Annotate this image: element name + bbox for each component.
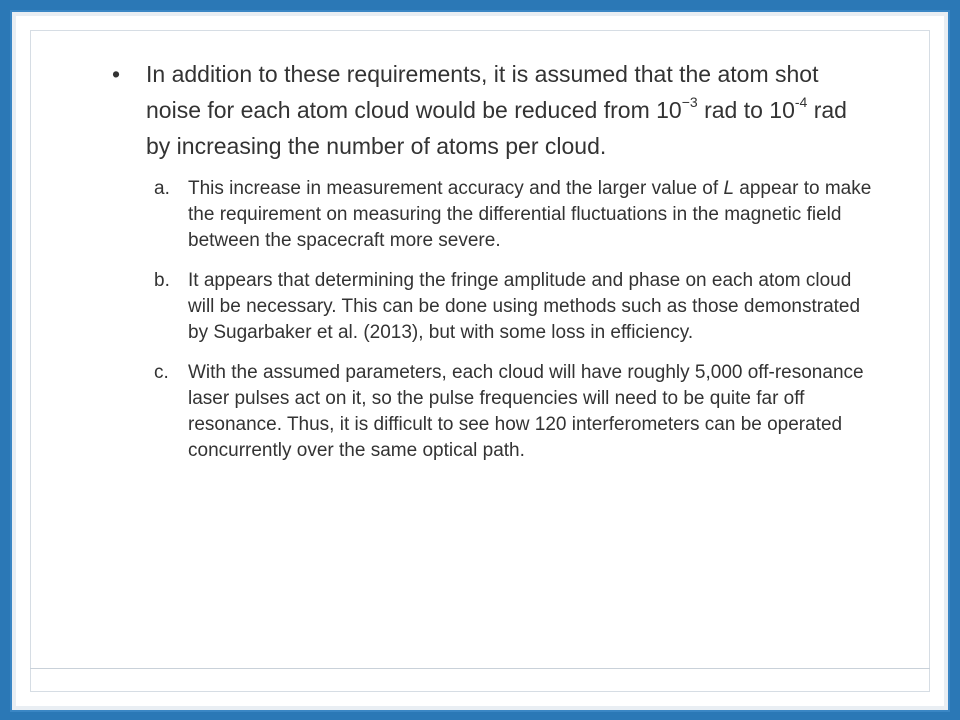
sub-item-text [188,176,872,254]
bullet-text-part1: In addition to these requirements, it is assumed that the atom shot noise for each atom cloud would be reduced from 10 [146,61,819,123]
sub-item-letter: b. [154,270,170,291]
sub-item-text: It appears that determining the fringe amplitude and phase on each atom cloud will be necessary. This can be done using methods such as those demonstrated by Sugarbaker et al. (2013), but with some loss in efficiency. [188,270,861,343]
bullet-text-part2: rad to 10 [697,97,795,123]
sub-item-b [154,268,872,346]
italic-variable: L [723,178,735,199]
exponent-2: -4 [794,94,808,111]
bullet-text-part3: rad by increasing the number of atoms per cloud. [146,97,847,159]
exponent-1: −3 [681,94,698,111]
sub-item-c [154,360,872,464]
slide-content [112,56,872,478]
sub-item-letter: c. [154,362,169,383]
main-bullet-text [146,56,872,164]
bullet-mark: • [112,61,121,87]
sub-item-letter: a. [154,178,170,199]
sub-list [154,176,872,464]
slide-frame [10,10,950,712]
sub-item-a [154,176,872,254]
footer-divider [30,668,930,669]
sub-item-a-text-after: appear to make the requirement on measuring the differential fluctuations in the magnetic field between the spacecraft more severe. [188,178,872,251]
main-bullet [112,56,872,164]
sub-item-text: With the assumed parameters, each cloud will have roughly 5,000 off-resonance laser pulses act on it, so the pulse frequencies will need to be quite far off resonance. Thus, it is difficult to see how 120 interferometers can be operated concurrently over the same optical path. [188,362,864,461]
sub-item-a-text-before: This increase in measurement accuracy and the larger value of [188,178,724,199]
